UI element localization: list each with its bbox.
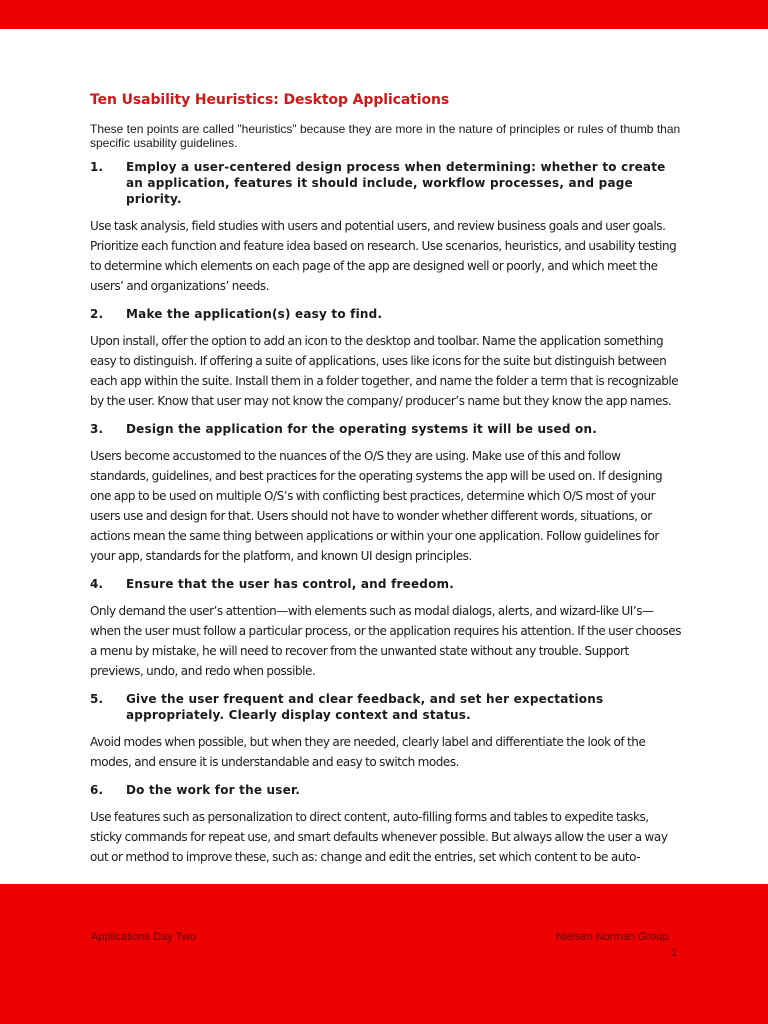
section-heading-text: Ensure that the user has control, and freedom. [126, 577, 454, 591]
section-body-4: Only demand the user’s attention—with elements such as modal dialogs, alerts, and wizard-like UI’s—when the user must follow a particular process, or the application requires his attention. If the user chooses a menu by mistake, he will need to recover from the unwanted state without any trouble. Support previews, undo, and redo when possible. [90, 604, 682, 678]
section-heading-text: Do the work for the user. [126, 783, 301, 797]
section-heading-4 [90, 576, 682, 592]
intro-paragraph: These ten points are called "heuristics" because they are more in the nature of principles or rules of thumb than specific usability guidelines. [90, 122, 681, 150]
footer-course-name: Applications Day Two [91, 931, 196, 943]
section-heading-1 [90, 159, 682, 207]
footer-company-name: Nielsen Norman Group [556, 931, 669, 943]
section-heading-text: Design the application for the operating systems it will be used on. [126, 422, 597, 436]
section-body-5: Avoid modes when possible, but when they are needed, clearly label and differentiate the look of the modes, and ensure it is understandable and easy to switch modes. [90, 735, 646, 769]
section-number: 1. [90, 160, 104, 174]
document-page [90, 92, 682, 877]
section-heading-5 [90, 691, 682, 723]
section-number: 2. [90, 307, 104, 321]
section-heading-6 [90, 782, 682, 798]
section-body-3: Users become accustomed to the nuances of the O/S they are using. Make use of this and follow standards, guidelines, and best practices for the operating systems the app will be used on. If designing one app to be used on multiple O/S’s with conflicting best practices, determine which O/S most of your users use and design for that. Users should not have to wonder whether different words, situations, or actions mean the same thing between applications or within your one application. Follow guidelines for your app, standards for the platform, and known UI design principles. [90, 449, 663, 563]
section-number: 6. [90, 783, 104, 797]
section-number: 5. [90, 692, 104, 706]
page-title: Ten Usability Heuristics: Desktop Applications [90, 92, 450, 108]
header-band [0, 0, 768, 29]
section-heading-text: Give the user frequent and clear feedback, and set her expectations appropriately. Clearly display context and status. [126, 692, 604, 722]
section-heading-text: Make the application(s) easy to find. [126, 307, 383, 321]
section-number: 3. [90, 422, 104, 436]
section-heading-text: Employ a user-centered design process when determining: whether to create an application, features it should include, workflow processes, and page priority. [126, 160, 666, 206]
section-heading-3 [90, 421, 682, 437]
section-body-6: Use features such as personalization to direct content, auto-filling forms and tables to expedite tasks, sticky commands for repeat use, and smart defaults whenever possible. But always allow the user a way out or method to improve these, such as: change and edit the entries, set which content to be auto- [90, 810, 668, 864]
footer-band [0, 884, 768, 1024]
page-number: 1 [671, 947, 678, 959]
section-body-2: Upon install, offer the option to add an icon to the desktop and toolbar. Name the application something easy to distinguish. If offering a suite of applications, uses like icons for the suite but distinguish between each app within the suite. Install them in a folder together, and name the folder a term that is recognizable by the user. Know that user may not know the company/ producer’s name but they know the app names. [90, 334, 679, 408]
section-heading-2 [90, 306, 682, 322]
section-body-1: Use task analysis, field studies with users and potential users, and review business goals and user goals. Prioritize each function and feature idea based on research. Use scenarios, heuristics, and usability testing to determine which elements on each page of the app are designed well or poorly, and which meet the users’ and organizations’ needs. [90, 219, 677, 293]
section-number: 4. [90, 577, 104, 591]
